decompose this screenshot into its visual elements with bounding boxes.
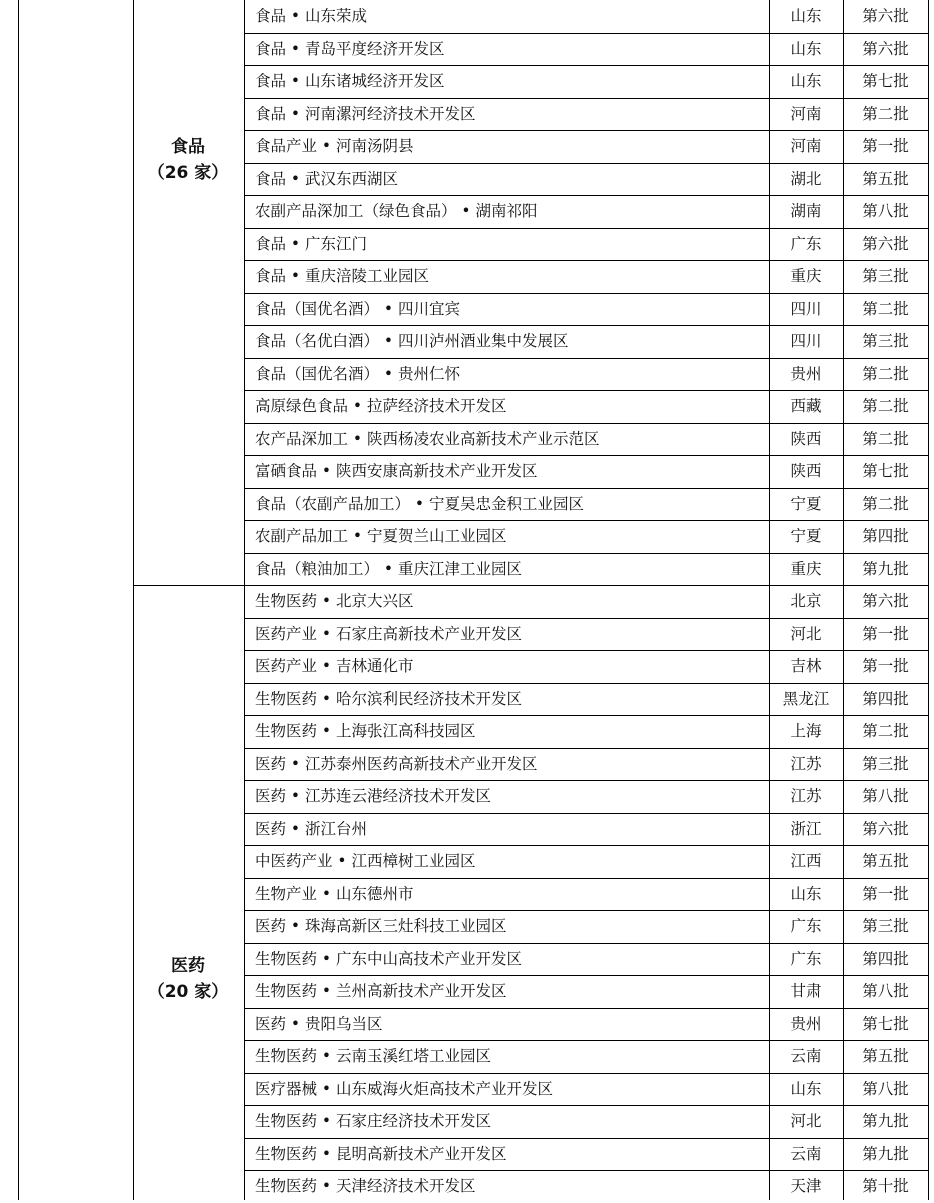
right-border	[928, 0, 929, 1200]
province: 河南	[790, 104, 822, 123]
category-name: 食品	[171, 137, 205, 157]
province: 广东	[790, 917, 822, 935]
province: 宁夏	[790, 527, 822, 545]
base-name: 生物医药 • 昆明高新技术产业开发区	[255, 1144, 507, 1163]
batch: 第二批	[862, 722, 909, 740]
batch: 第一批	[862, 884, 909, 903]
base-name: 农产品深加工 • 陕西杨凌农业高新技术产业示范区	[255, 429, 600, 448]
province: 贵州	[790, 1014, 822, 1033]
base-name: 食品 • 山东荣成	[255, 7, 367, 25]
batch: 第三批	[862, 754, 909, 773]
batch: 第七批	[862, 462, 909, 480]
province: 四川	[790, 332, 822, 350]
province: 广东	[790, 234, 822, 253]
batch: 第六批	[862, 39, 909, 58]
base-name: 生物产业 • 山东德州市	[255, 884, 414, 903]
category-name: 医药	[171, 955, 205, 976]
batch: 第四批	[862, 689, 909, 708]
batch: 第六批	[862, 234, 909, 253]
base-name: 医药 • 江苏连云港经济技术开发区	[255, 787, 491, 805]
base-name: 食品 • 重庆涪陵工业园区	[255, 267, 429, 285]
batch: 第三批	[862, 917, 909, 935]
province: 上海	[790, 722, 822, 740]
base-name: 食品产业 • 河南汤阴县	[255, 137, 414, 155]
base-name: 农副产品加工 • 宁夏贺兰山工业园区	[255, 527, 507, 545]
province: 天津	[790, 1177, 822, 1195]
batch: 第五批	[862, 169, 909, 188]
province: 陕西	[790, 429, 822, 448]
province: 山东	[790, 1079, 822, 1098]
province: 陕西	[790, 462, 822, 480]
batch: 第一批	[862, 657, 909, 675]
batch: 第二批	[862, 494, 909, 513]
batch: 第二批	[862, 299, 909, 318]
province: 河北	[790, 624, 822, 643]
province: 重庆	[790, 267, 822, 285]
base-name: 生物医药 • 哈尔滨利民经济技术开发区	[255, 689, 522, 708]
province: 黑龙江	[782, 689, 830, 708]
province: 云南	[790, 1144, 822, 1163]
province: 贵州	[790, 364, 822, 383]
batch: 第九批	[862, 559, 909, 578]
province: 湖北	[790, 169, 822, 188]
base-name: 医疗器械 • 山东威海火炬高技术产业开发区	[255, 1079, 553, 1098]
batch: 第三批	[862, 332, 909, 350]
base-name: 食品 • 河南漯河经济技术开发区	[255, 104, 476, 123]
base-name: 富硒食品 • 陕西安康高新技术产业开发区	[255, 462, 538, 480]
base-name: 食品（农副产品加工） • 宁夏吴忠金积工业园区	[255, 494, 584, 513]
province: 云南	[790, 1047, 822, 1065]
batch: 第六批	[862, 7, 909, 25]
province: 四川	[790, 299, 822, 318]
province: 河南	[790, 137, 822, 155]
batch: 第二批	[862, 364, 909, 383]
base-name: 生物医药 • 兰州高新技术产业开发区	[255, 982, 507, 1000]
base-name: 中医药产业 • 江西樟树工业园区	[255, 852, 476, 870]
batch: 第一批	[862, 624, 909, 643]
province: 吉林	[790, 657, 822, 675]
base-name: 医药 • 江苏泰州医药高新技术产业开发区	[255, 754, 538, 773]
base-name: 食品 • 广东江门	[255, 234, 367, 253]
province: 山东	[790, 39, 822, 58]
base-name: 生物医药 • 上海张江高科技园区	[255, 722, 476, 740]
base-name: 生物医药 • 北京大兴区	[255, 592, 414, 610]
batch: 第一批	[862, 137, 909, 155]
left-border	[18, 0, 19, 1200]
base-name: 生物医药 • 广东中山高技术产业开发区	[255, 949, 522, 968]
base-name: 高原绿色食品 • 拉萨经济技术开发区	[255, 397, 507, 415]
name-column-border	[244, 0, 245, 1200]
province: 重庆	[790, 559, 822, 578]
province: 甘肃	[790, 982, 822, 1000]
province: 湖南	[790, 202, 822, 220]
province: 宁夏	[790, 494, 822, 513]
base-name: 食品（名优白酒） • 四川泸州酒业集中发展区	[255, 332, 569, 350]
base-name: 医药 • 贵阳乌当区	[255, 1014, 383, 1033]
base-name: 农副产品深加工（绿色食品） • 湖南祁阳	[255, 202, 538, 220]
base-name: 生物医药 • 云南玉溪红塔工业园区	[255, 1047, 491, 1065]
base-name: 食品（国优名酒） • 四川宜宾	[255, 299, 460, 318]
batch: 第六批	[862, 592, 909, 610]
batch: 第二批	[862, 104, 909, 123]
batch: 第四批	[862, 949, 909, 968]
province: 浙江	[790, 819, 822, 838]
province: 广东	[790, 949, 822, 968]
batch: 第二批	[862, 397, 909, 415]
batch: 第六批	[862, 819, 909, 838]
batch: 第九批	[862, 1112, 909, 1130]
province: 山东	[790, 72, 822, 90]
batch: 第四批	[862, 527, 909, 545]
base-name: 生物医药 • 天津经济技术开发区	[255, 1177, 476, 1195]
base-name: 食品（国优名酒） • 贵州仁怀	[255, 364, 460, 383]
base-name: 医药 • 珠海高新区三灶科技工业园区	[255, 917, 507, 935]
batch: 第五批	[862, 1047, 909, 1065]
base-name: 食品（粮油加工） • 重庆江津工业园区	[255, 559, 522, 578]
base-name: 医药 • 浙江台州	[255, 819, 367, 838]
batch: 第七批	[862, 72, 909, 90]
batch: 第九批	[862, 1144, 909, 1163]
base-name: 医药产业 • 石家庄高新技术产业开发区	[255, 624, 522, 643]
province: 江西	[790, 852, 822, 870]
batch: 第八批	[862, 1079, 909, 1098]
province: 山东	[790, 7, 822, 25]
base-name: 生物医药 • 石家庄经济技术开发区	[255, 1112, 491, 1130]
province: 河北	[790, 1112, 822, 1130]
batch: 第七批	[862, 1014, 909, 1033]
batch: 第二批	[862, 429, 909, 448]
base-name: 食品 • 山东诸城经济开发区	[255, 72, 445, 90]
batch: 第五批	[862, 852, 909, 870]
province: 西藏	[790, 397, 822, 415]
batch: 第三批	[862, 267, 909, 285]
batch: 第十批	[862, 1177, 909, 1195]
base-name: 食品 • 青岛平度经济开发区	[255, 39, 445, 58]
base-name: 医药产业 • 吉林通化市	[255, 657, 414, 675]
batch: 第八批	[862, 202, 909, 220]
batch: 第八批	[862, 787, 909, 805]
category-count: （26 家）	[147, 163, 229, 183]
province: 山东	[790, 884, 822, 903]
base-name: 食品 • 武汉东西湖区	[255, 169, 398, 188]
group-separator	[133, 585, 928, 586]
category-count: （20 家）	[147, 981, 229, 1002]
province: 北京	[790, 592, 822, 610]
batch: 第八批	[862, 982, 909, 1000]
province: 江苏	[790, 754, 822, 773]
province: 江苏	[790, 787, 822, 805]
